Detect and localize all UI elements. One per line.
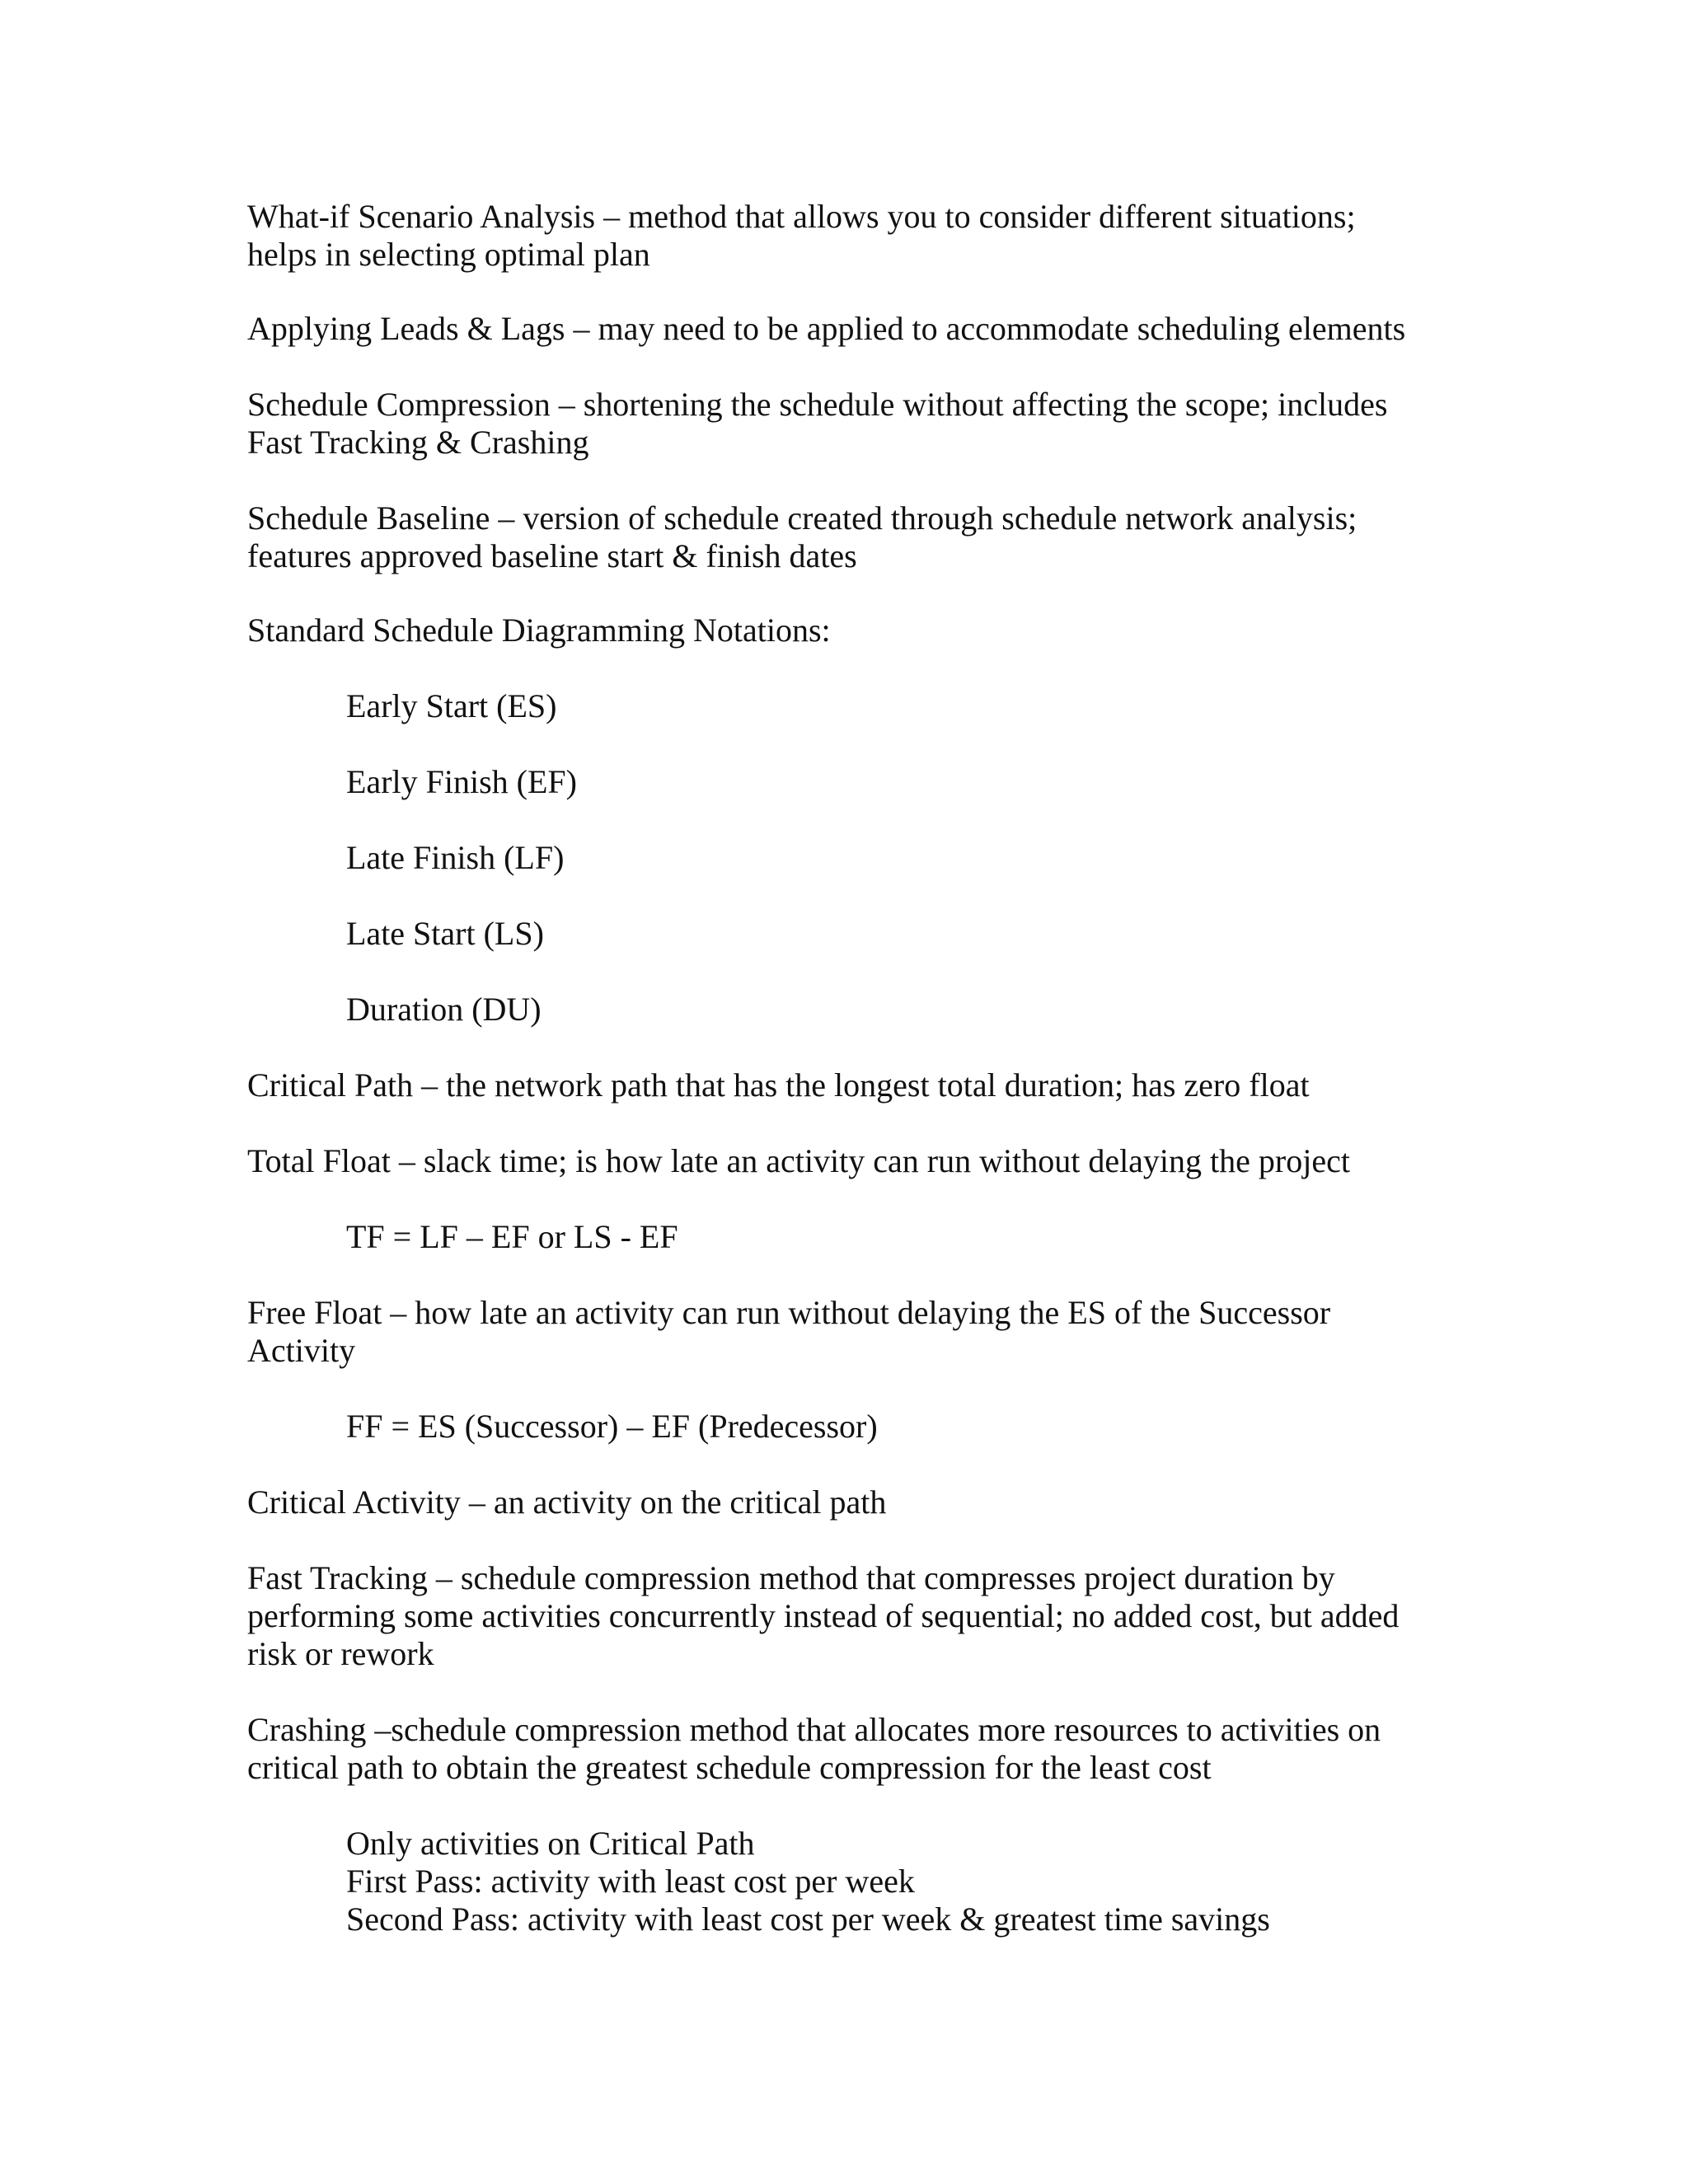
note-line: First Pass: activity with least cost per week <box>346 1863 915 1900</box>
paragraph-line: Schedule Baseline – version of schedule created through schedule network analysis; <box>247 499 1357 537</box>
paragraph-line: Schedule Compression – shortening the schedule without affecting the scope; includes <box>247 386 1388 423</box>
paragraph-line: features approved baseline start & finish dates <box>247 537 857 574</box>
notation-duration <box>346 991 542 1029</box>
notation-early-finish <box>346 763 577 801</box>
paragraph-line: What-if Scenario Analysis – method that allows you to consider different situations; <box>247 198 1356 235</box>
notation-line: Early Finish (EF) <box>346 763 577 800</box>
formula-line: FF = ES (Successor) – EF (Predecessor) <box>346 1408 878 1445</box>
fast-tracking-paragraph <box>247 1559 1399 1673</box>
total-float-paragraph <box>247 1142 1350 1180</box>
notation-late-finish <box>346 839 564 877</box>
paragraph-line: Fast Tracking – schedule compression method that compresses project duration by <box>247 1559 1335 1596</box>
leads-lags-paragraph <box>247 310 1405 348</box>
crashing-paragraph <box>247 1711 1381 1787</box>
free-float-paragraph <box>247 1294 1330 1370</box>
paragraph-line: Crashing –schedule compression method that allocates more resources to activities on <box>247 1711 1381 1748</box>
paragraph-line: Critical Activity – an activity on the critical path <box>247 1483 887 1521</box>
paragraph-line: Applying Leads & Lags – may need to be applied to accommodate scheduling elements <box>247 310 1406 347</box>
paragraph-line: Fast Tracking & Crashing <box>247 424 589 461</box>
paragraph-line: risk or rework <box>247 1635 434 1672</box>
paragraph-line: Standard Schedule Diagramming Notations: <box>247 612 831 649</box>
total-float-formula <box>346 1218 678 1256</box>
paragraph-line: Activity <box>247 1332 356 1369</box>
notation-line: Early Start (ES) <box>346 687 557 724</box>
schedule-baseline-paragraph <box>247 499 1357 575</box>
critical-path-paragraph <box>247 1066 1310 1104</box>
notation-line: Late Start (LS) <box>346 915 544 952</box>
schedule-compression-paragraph <box>247 386 1387 462</box>
paragraph-line: helps in selecting optimal plan <box>247 236 650 273</box>
note-line: Only activities on Critical Path <box>346 1825 755 1862</box>
paragraph-line: critical path to obtain the greatest schedule compression for the least cost <box>247 1749 1212 1786</box>
notation-early-start <box>346 687 557 725</box>
notation-late-start <box>346 915 544 953</box>
notation-line: Late Finish (LF) <box>346 839 565 876</box>
note-line: Second Pass: activity with least cost per week & greatest time savings <box>346 1900 1270 1938</box>
paragraph-line: Free Float – how late an activity can run without delaying the ES of the Successor <box>247 1294 1331 1331</box>
paragraph-line: Total Float – slack time; is how late an activity can run without delaying the project <box>247 1142 1350 1179</box>
paragraph-line: performing some activities concurrently instead of sequential; no added cost, but added <box>247 1597 1400 1634</box>
formula-line: TF = LF – EF or LS - EF <box>346 1218 678 1255</box>
notation-line: Duration (DU) <box>346 991 542 1028</box>
critical-activity-paragraph <box>247 1483 886 1521</box>
what-if-scenario-analysis-paragraph <box>247 198 1356 274</box>
free-float-formula <box>346 1408 878 1446</box>
diagramming-notations-heading <box>247 612 831 649</box>
paragraph-line: Critical Path – the network path that has the longest total duration; has zero float <box>247 1066 1310 1104</box>
crashing-notes <box>346 1825 1270 1938</box>
